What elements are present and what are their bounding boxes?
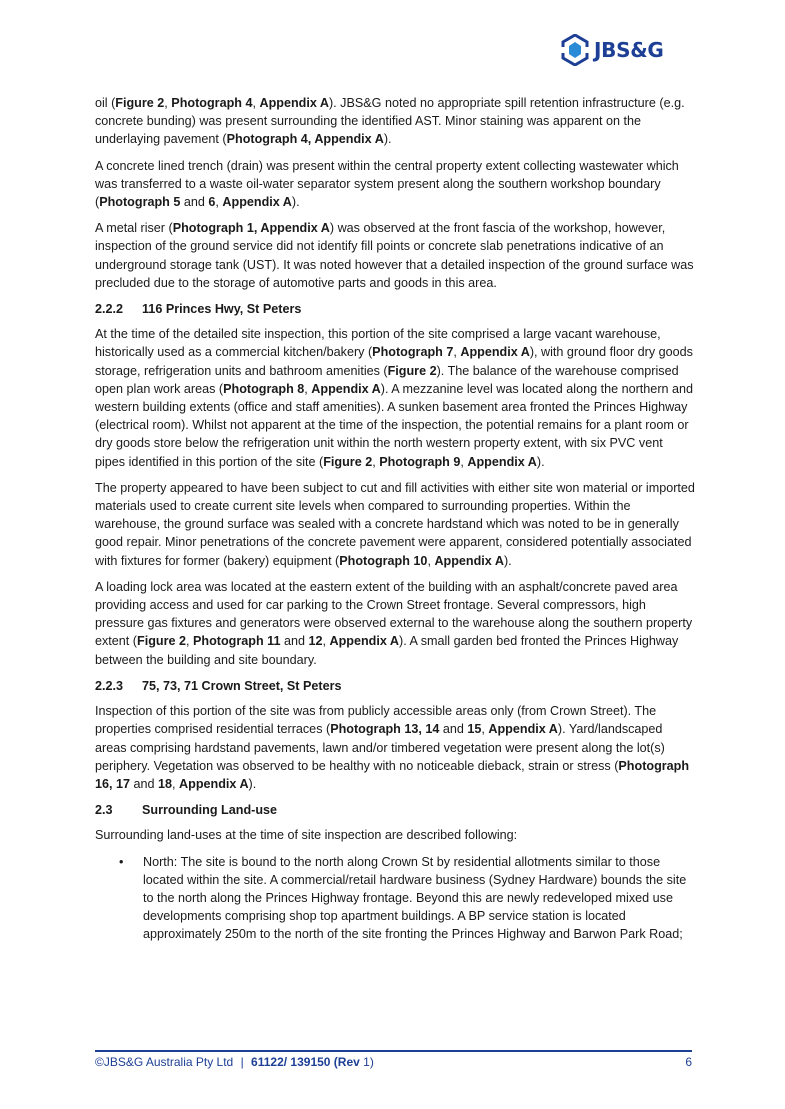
heading-2-2-3: 2.2.3 75, 73, 71 Crown Street, St Peters [95,678,342,693]
page-footer [95,1055,692,1069]
footer-divider [95,1050,692,1052]
paragraph-cut-fill: The property appeared to have been subject to cut and fill activities with either site won material or imported materials used to create current site levels when compared to surrounding properties. Within the warehouse, the ground surface was sealed with a concrete hardstand which was noted to be in generally good repair. Minor penetrations of the concrete pavement were apparent, considered potentially associated with fixtures for former (bakery) equipment (Photograph 10, Appendix A). [95,480,695,568]
surrounding-list [95,853,695,944]
page-number: 6 [685,1055,692,1069]
heading-2-2-2: 2.2.2 116 Princes Hwy, St Peters [95,302,302,317]
list-item: • North: The site is bound to the north along Crown St by residential allotments similar to those located within the site. A commercial/retail hardware business (Sydney Hardware) bounds the site to the north along the Princes Highway frontage. Beyond this are newly redeveloped mixed use developments comprising shop top apartment buildings. A BP service station is located approximately 250m to the north of the site fronting the Princes Highway and Barwon Park Road; [143,853,695,944]
paragraph-loading-area: A loading lock area was located at the eastern extent of the building with an asphalt/concrete paved area providing access and used for car parking to the Crown Street frontage. Several compressors, high pressure gas fixtures and generators were observed external to the warehouse along the southern property extent (Figure 2, Photograph 11 and 12, Appendix A). A small garden bed fronted the Princes Highway between the building and site boundary. [95,579,693,667]
paragraph-surrounding-intro: Surrounding land-uses at the time of site inspection are described following: [95,828,518,843]
heading-2-3: 2.3 Surrounding Land-use [95,803,278,818]
paragraph-metal-riser: A metal riser (Photograph 1, Appendix A) was observed at the front fascia of the workshop, however, inspection of the ground service did not identify fill points or concrete slab penetrations indicative of an underground storage tank (UST). It was noted however that a detailed inspection of the ground surface was precluded due to the storage of automotive parts and goods in this area. [95,221,694,290]
jbsg-logo-icon [560,34,590,66]
paragraph-crown-street: Inspection of this portion of the site was from publicly accessible areas only (from Crown Street). The properties comprised residential terraces (Photograph 13, 14 and 15, Appendix A). Yard/landscaped areas comprising hardstand pavements, lawn and/or timbered vegetation were present along the lot(s) periphery. Vegetation was observed to be healthy with no noticeable dieback, strain or stress (Photograph 16, 17 and 18, Appendix A). [95,704,690,791]
paragraph-trench: A concrete lined trench (drain) was present within the central property extent collecting wastewater which was transferred to a waste oil-water separator system present along the southern workshop boundary (Photograph 5 and 6, Appendix A). [95,158,679,210]
document-body [95,94,695,944]
paragraph-warehouse: At the time of the detailed site inspection, this portion of the site comprised a large vacant warehouse, historically used as a commercial kitchen/bakery (Photograph 7, Appendix A), with ground floor dry goods storage, refrigeration units and bathroom amenities (Figure 2). The balance of the warehouse comprised open plan work areas (Photograph 8, Appendix A). A mezzanine level was located along the northern and western building extents (office and staff amenities). A sunken basement area fronted the Princes Highway (electrical room). Whilst not apparent at the time of the inspection, the potential remains for a plant room or dry goods store below the refrigeration unit within the north western property extent, with six PVC vent pipes identified in this portion of the site (Figure 2, Photograph 9, Appendix A). [95,327,694,469]
company-logo [560,34,663,66]
logo-text: JBS&G [594,38,664,62]
footer-reference: ©JBS&G Australia Pty Ltd | 61122/ 139150 (Rev 1) [95,1055,374,1069]
paragraph-ast-oil: oil (Figure 2, Photograph 4, Appendix A). JBS&G noted no appropriate spill retention infrastructure (e.g. concrete bunding) was present surrounding the identified AST. Minor staining was apparent on the underlaying pavement (Photograph 4, Appendix A). [95,96,685,147]
